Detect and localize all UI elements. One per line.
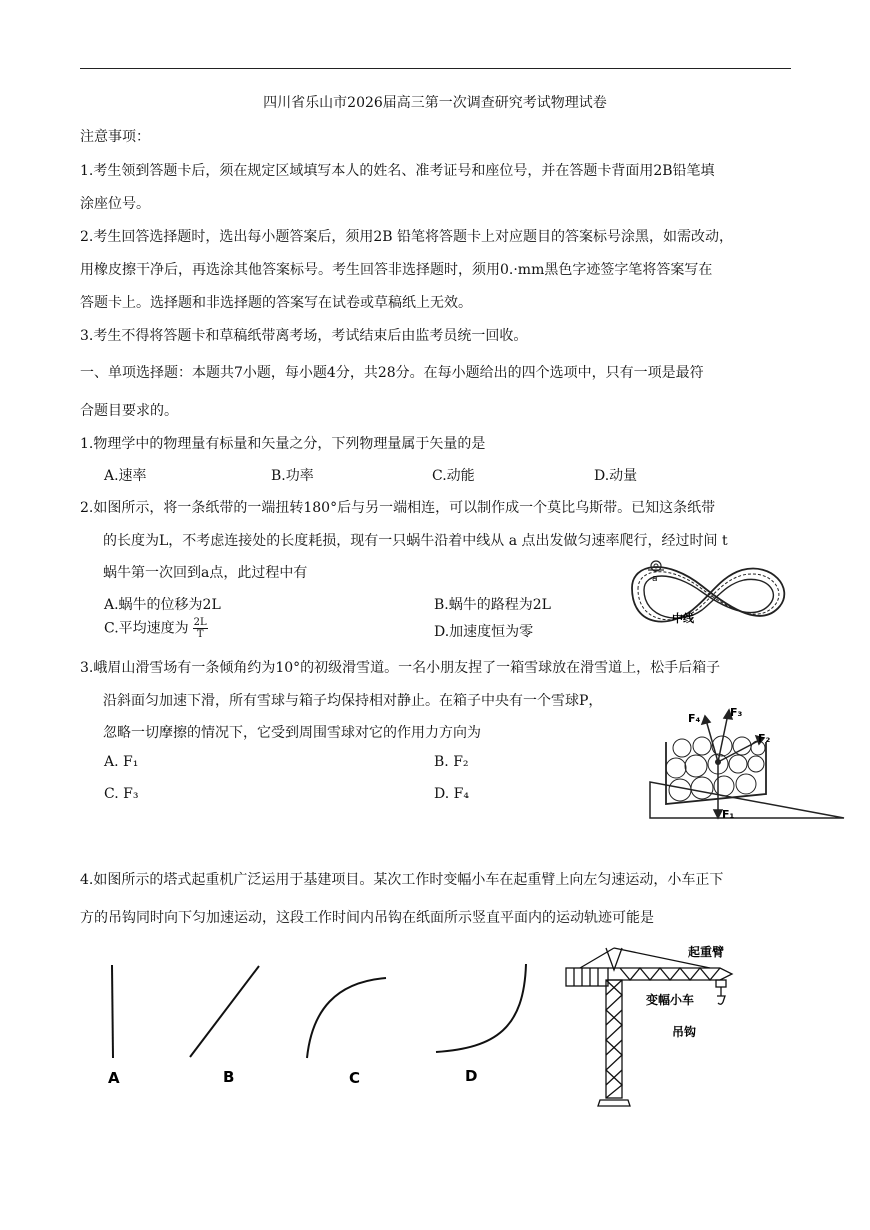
q2-option-b: B.蜗牛的路程为2L [434,597,551,613]
q3-option-b: B. F₂ [434,754,469,770]
trajectory-c-curve [307,978,386,1058]
q2-option-c [104,617,208,640]
q1-option-d: D.动量 [594,468,638,484]
q2-option-c-prefix: C.平均速度为 [104,620,189,637]
q3-stem-c: 忽略一切摩擦的情况下，它受到周围雪球对它的作用力方向为 [103,725,481,741]
choice-label-d: D [465,1067,478,1085]
trajectory-choices-figure [96,960,546,1090]
q1-option-c: C.动能 [432,468,475,484]
mobius-label-a: a [652,574,658,584]
force-label-f1: F₁ [722,808,735,821]
q4-stem-a: 4.如图所示的塔式起重机广泛运用于基建项目。某次工作时变幅小车在起重臂上向左匀速运动，小车正下 [80,872,724,888]
force-label-f4: F₄ [688,712,701,725]
crane-label-hook: 吊钩 [672,1025,697,1039]
section1-heading-b: 合题目要求的。 [80,403,178,419]
q4-stem-b: 方的吊钩同时向下匀加速运动，这段工作时间内吊钩在纸面所示竖直平面内的运动轨迹可能是 [80,910,654,926]
tower-crane-figure [560,940,740,1110]
notice-item-1a: 1.考生领到答题卡后，须在规定区域填写本人的姓名、准考证号和座位号，并在答题卡背面用2B铅笔填 [80,163,715,179]
notice-item-3: 3.考生不得将答题卡和草稿纸带离考场，考试结束后由监考员统一回收。 [80,328,528,344]
notice-item-2a: 2.考生回答选择题时，选出每小题答案后，须用2B 铅笔将答题卡上对应题目的答案标号涂黑，如需改动， [80,229,734,245]
q3-option-d: D. F₄ [434,786,469,802]
notice-heading: 注意事项： [80,129,150,145]
q3-stem-b: 沿斜面匀加速下滑，所有雪球与箱子均保持相对静止。在箱子中央有一个雪球P， [103,693,603,709]
q2-stem-b: 的长度为L，不考虑连接处的长度耗损，现有一只蜗牛沿着中线从 a 点出发做匀速率爬行，经过时间 t [103,533,728,549]
section1-heading-a: 一、单项选择题：本题共7小题，每小题4分，共28分。在每小题给出的四个选项中，只有一项是最符 [80,365,704,381]
crane-label-trolley: 变幅小车 [646,993,695,1007]
trajectory-d-curve [436,964,526,1052]
q3-option-a: A. F₁ [104,754,139,770]
header-rule [80,68,791,69]
q3-option-c: C. F₃ [104,786,139,802]
snowball-box-figure [648,700,848,825]
choice-label-a: A [108,1069,120,1087]
notice-item-2c: 答题卡上。选择题和非选择题的答案写在试卷或草稿纸上无效。 [80,295,472,311]
fraction-numerator: 2L [193,617,207,628]
mobius-label-midline: 中线 [672,612,694,625]
force-label-f2: F₂ [758,732,771,745]
notice-item-1b: 涂座位号。 [80,196,150,212]
choice-label-c: C [349,1069,361,1087]
force-label-f3: F₃ [730,706,743,719]
crane-label-boom: 起重臂 [688,945,725,959]
trajectory-b-curve [190,966,259,1057]
q2-stem-a: 2.如图所示，将一条纸带的一端扭转180°后与另一端相连，可以制作成一个莫比乌斯带。已知这条纸带 [80,500,716,516]
mobius-strip-figure [622,548,792,644]
choice-label-b: B [223,1068,235,1086]
q2-option-c-fraction [193,617,208,640]
notice-item-2b: 用橡皮擦干净后，再选涂其他答案标号。考生回答非选择题时，须用0.·mm黑色字迹签字笔将答案写在 [80,262,713,278]
q1-option-b: B.功率 [271,468,314,484]
q2-stem-c: 蜗牛第一次回到a点，此过程中有 [103,565,308,581]
page-title: 四川省乐山市2026届高三第一次调查研究考试物理试卷 [263,95,607,111]
trajectory-a-curve [112,965,113,1058]
q3-stem-a: 3.峨眉山滑雪场有一条倾角约为10°的初级滑雪道。一名小朋友捏了一箱雪球放在滑雪道上，松手后箱子 [80,660,721,676]
q2-option-d: D.加速度恒为零 [434,624,534,640]
q2-option-a: A.蜗牛的位移为2L [104,597,221,613]
q1-stem: 1.物理学中的物理量有标量和矢量之分，下列物理量属于矢量的是 [80,436,486,452]
q1-option-a: A.速率 [104,468,147,484]
fraction-denominator: T [196,629,204,640]
